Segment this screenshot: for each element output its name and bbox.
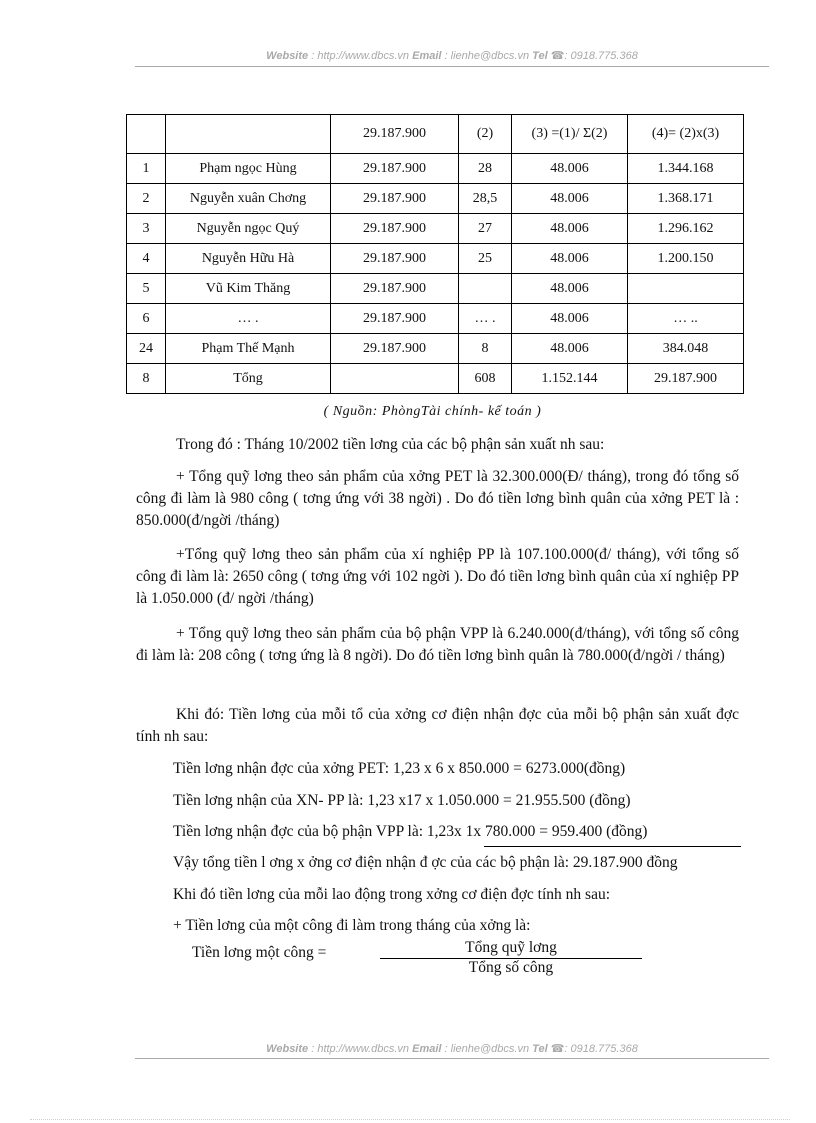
table-cell: 1	[127, 154, 166, 184]
table-cell: 29.187.900	[331, 334, 459, 364]
formula-lhs: Tiền lơng một công =	[192, 944, 327, 961]
table-cell: 48.006	[512, 274, 628, 304]
table-cell: 29.187.900	[331, 304, 459, 334]
table-cell: 608	[459, 364, 512, 394]
table-cell: 29.187.900	[331, 154, 459, 184]
table-cell: 48.006	[512, 304, 628, 334]
page-bottom-dotted-rule	[30, 1119, 790, 1120]
line-pet-salary: Tiền lơng nhận đợc của xởng PET: 1,23 x 6 x 850.000 = 6273.000(đồng)	[173, 760, 626, 777]
table-cell	[127, 115, 166, 154]
table-cell: 29.187.900	[331, 274, 459, 304]
page-header	[135, 49, 769, 62]
table-row	[127, 214, 744, 244]
table-cell: 29.187.900	[331, 214, 459, 244]
table-cell: 48.006	[512, 184, 628, 214]
email-label: Email	[412, 1043, 442, 1055]
header-divider	[135, 66, 769, 67]
table-cell: 6	[127, 304, 166, 334]
table-cell: 384.048	[628, 334, 744, 364]
table-cell: 8	[459, 334, 512, 364]
table-cell: 48.006	[512, 214, 628, 244]
table-cell: Vũ Kim Thăng	[166, 274, 331, 304]
table-cell: 4	[127, 244, 166, 274]
table-cell: 24	[127, 334, 166, 364]
table-source-note: ( Nguồn: PhòngTài chính- kế toán )	[323, 404, 542, 419]
table-cell: 3	[127, 214, 166, 244]
table-cell: 48.006	[512, 334, 628, 364]
table-cell: Phạm Thế Mạnh	[166, 334, 331, 364]
table-row	[127, 184, 744, 214]
paragraph-vpp: + Tổng quỹ lơng theo sản phẩm của bộ phận VPP là 6.240.000(đ/tháng), với tổng số công đi làm là: 208 công ( tơng ứng là 8 ngời). Do đó tiền lơng bình quân là 780.000(đ/ngời / tháng)	[136, 625, 739, 664]
tel-label: Tel	[532, 1043, 548, 1055]
email-label: Email	[412, 50, 442, 62]
table-cell: 28	[459, 154, 512, 184]
table-cell: 1.368.171	[628, 184, 744, 214]
table-cell: Nguyễn ngọc Quý	[166, 214, 331, 244]
table-cell: 1.152.144	[512, 364, 628, 394]
tel-value: ☎: 0918.775.368	[550, 1043, 638, 1055]
table-cell	[459, 274, 512, 304]
table-cell: 48.006	[512, 154, 628, 184]
table-cell: 1.200.150	[628, 244, 744, 274]
table-cell: Tổng	[166, 364, 331, 394]
table-cell: … ..	[628, 304, 744, 334]
footer-divider	[135, 1058, 769, 1059]
table-cell: Nguyễn xuân Chơng	[166, 184, 331, 214]
table-cell: 25	[459, 244, 512, 274]
line-pp-salary: Tiền lơng nhận của XN- PP là: 1,23 x17 x 1.050.000 = 21.955.500 (đồng)	[173, 792, 631, 809]
tel-label: Tel	[532, 50, 548, 62]
website-url: : http://www.dbcs.vn	[311, 50, 410, 62]
sum-underline	[484, 846, 741, 847]
paragraph-calc-intro: Khi đó: Tiền lơng của mỗi tổ của xởng cơ điện nhận đợc của mỗi bộ phận sản xuất đợc tính nh sau:	[136, 706, 739, 745]
table-cell: Nguyễn Hữu Hà	[166, 244, 331, 274]
website-label: Website	[266, 50, 309, 62]
email-value: : lienhe@dbcs.vn	[444, 50, 530, 62]
table-cell	[331, 364, 459, 394]
table-total-row	[127, 364, 744, 394]
table-row	[127, 274, 744, 304]
table-cell: (2)	[459, 115, 512, 154]
email-value: : lienhe@dbcs.vn	[444, 1043, 530, 1055]
table-cell: 2	[127, 184, 166, 214]
line-total-salary: Vậy tổng tiền l ơng x ởng cơ điện nhận đ ợc của các bộ phận là: 29.187.900 đồng	[173, 854, 678, 871]
table-cell	[628, 274, 744, 304]
line-vpp-salary: Tiền lơng nhận đợc của bộ phận VPP là: 1,23x 1x 780.000 = 959.400 (đồng)	[173, 823, 648, 840]
table-row	[127, 244, 744, 274]
table-cell: 5	[127, 274, 166, 304]
line-per-day-intro: + Tiền lơng của một công đi làm trong tháng của xởng là:	[173, 917, 531, 934]
table-cell: 28,5	[459, 184, 512, 214]
page-footer	[135, 1042, 769, 1055]
table-cell: … .	[459, 304, 512, 334]
table-cell: … .	[166, 304, 331, 334]
table-cell: (3) =(1)/ Σ(2)	[512, 115, 628, 154]
salary-table	[126, 114, 744, 394]
table-row	[127, 304, 744, 334]
tel-value: ☎: 0918.775.368	[550, 50, 638, 62]
table-cell: (4)= (2)x(3)	[628, 115, 744, 154]
table-cell: 29.187.900	[331, 115, 459, 154]
table-cell: 8	[127, 364, 166, 394]
table-row	[127, 154, 744, 184]
table-cell	[166, 115, 331, 154]
table-cell: 27	[459, 214, 512, 244]
table-cell: 48.006	[512, 244, 628, 274]
table-header-row	[127, 115, 744, 154]
paragraph-intro: Trong đó : Tháng 10/2002 tiền lơng của các bộ phận sản xuất nh sau:	[176, 436, 605, 453]
line-per-worker-intro: Khi đó tiền lơng của mỗi lao động trong xởng cơ điện đợc tính nh sau:	[173, 886, 611, 903]
formula-numerator: Tổng quỹ lơng	[465, 939, 557, 956]
table-cell: Phạm ngọc Hùng	[166, 154, 331, 184]
website-url: : http://www.dbcs.vn	[311, 1043, 410, 1055]
formula-denominator: Tổng số công	[468, 959, 554, 976]
table-cell: 1.296.162	[628, 214, 744, 244]
paragraph-pet: + Tổng quỹ lơng theo sản phẩm của xởng PET là 32.300.000(Đ/ tháng), trong đó tổng số công đi làm là 980 công ( tơng ứng với 38 ngời) . Do đó tiền lơng bình quân của xởng PET là : 850.000(đ/ngời /tháng)	[136, 468, 739, 529]
paragraph-pp: +Tổng quỹ lơng theo sản phẩm của xí nghiệp PP là 107.100.000(đ/ tháng), với tổng số công đi làm là: 2650 công ( tơng ứng với 102 ngời ). Do đó tiền lơng bình quân của xí nghiệp PP là 1.050.000 (đ/ ngời /tháng)	[136, 546, 739, 607]
table-cell: 29.187.900	[331, 244, 459, 274]
website-label: Website	[266, 1043, 309, 1055]
table-cell: 1.344.168	[628, 154, 744, 184]
table-cell: 29.187.900	[628, 364, 744, 394]
table-cell: 29.187.900	[331, 184, 459, 214]
table-row	[127, 334, 744, 364]
